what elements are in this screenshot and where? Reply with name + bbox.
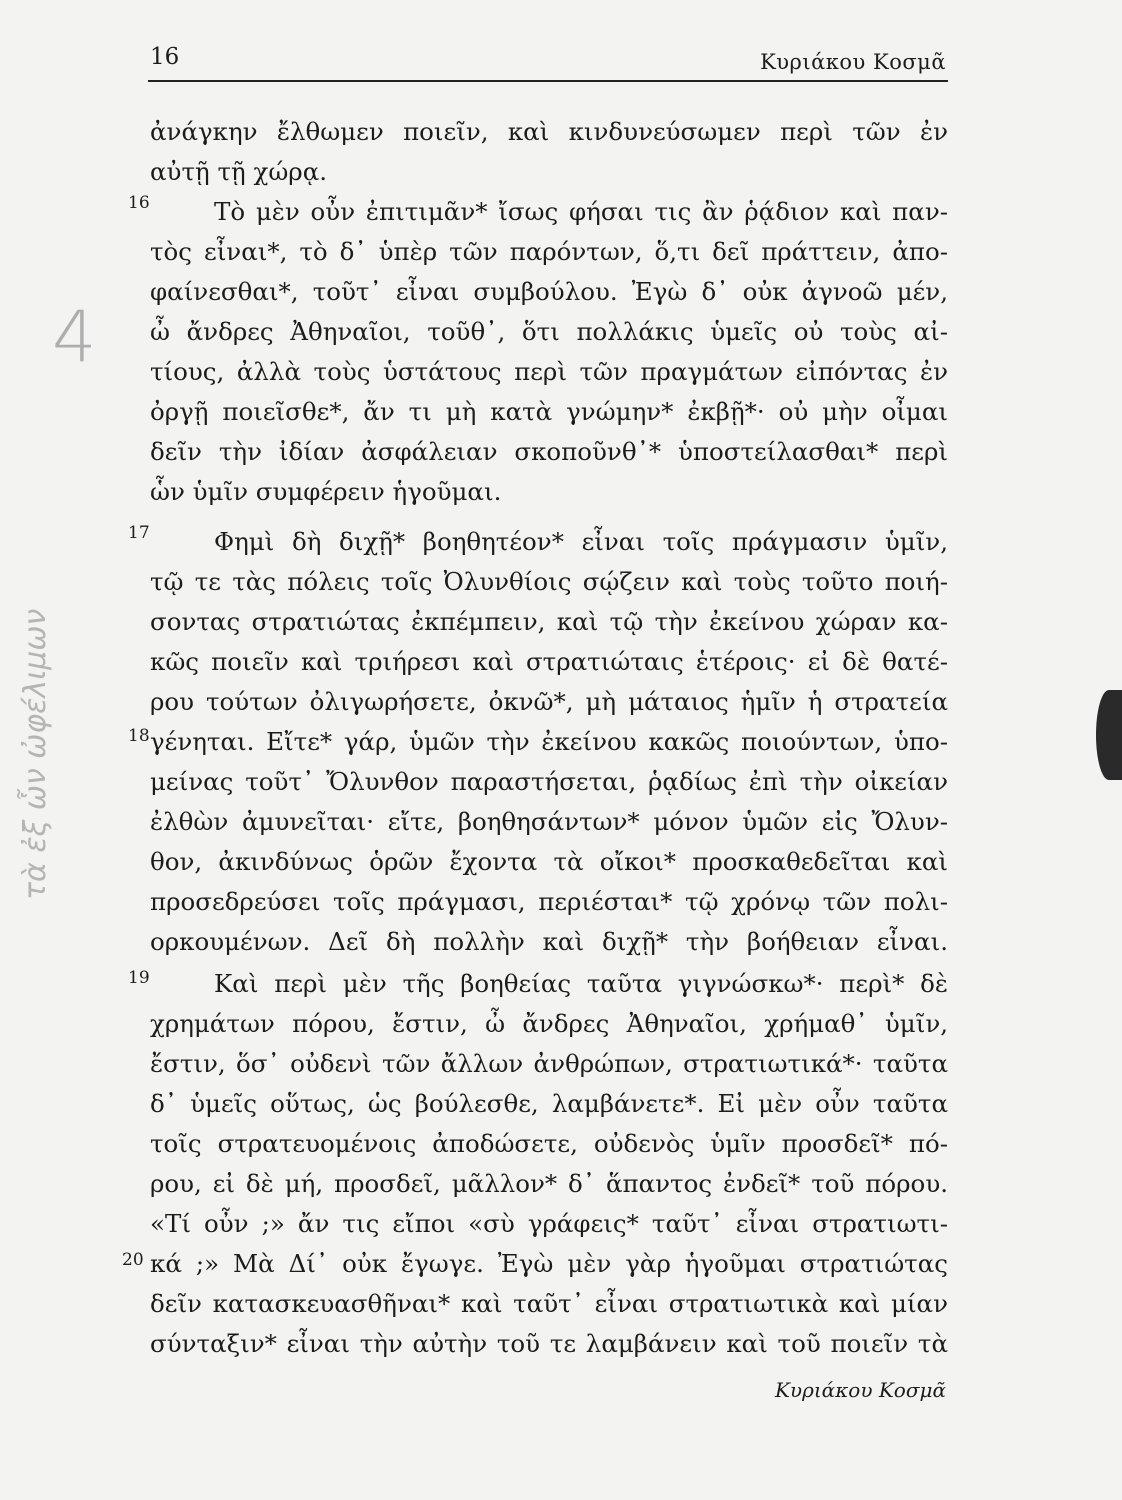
text-line: κῶς ποιεῖν καὶ τριήρεσι καὶ στρατιώταις ἑτέροις· εἰ δὲ θατέ-: [150, 647, 948, 676]
text-line: ὦ ἄνδρες Ἀθηναῖοι, τοῦθ᾽, ὅτι πολλάκις ὑμεῖς οὐ τοὺς αἰ-: [150, 317, 948, 346]
text-line: σοντας στρατιώτας ἐκπέμπειν, καὶ τῷ τὴν ἐκείνου χώραν κα-: [150, 607, 948, 636]
text-line: Τὸ μὲν οὖν ἐπιτιμᾶν* ἴσως φήσαι τις ἂν ῥᾴδιον καὶ παν-: [214, 197, 948, 226]
text-line: ρου τούτων ὀλιγωρήσετε, ὀκνῶ*, μὴ μάταιος ἡμῖν ἡ στρατεία: [150, 687, 948, 716]
text-line: τίους, ἀλλὰ τοὺς ὑστάτους περὶ τῶν πραγμάτων εἰπόντας ἐν: [150, 357, 948, 386]
text-line: Καὶ περὶ μὲν τῆς βοηθείας ταῦτα γιγνώσκω*· περὶ* δὲ: [214, 969, 948, 998]
text-line: ἐλθὼν ἀμυνεῖται· εἴτε, βοηθησάντων* μόνον ὑμῶν εἰς Ὄλυν-: [150, 807, 948, 836]
text-line: θον, ἀκινδύνως ὁρῶν ἔχοντα τὰ οἴκοι* προσκαθεδεῖται καὶ: [150, 847, 948, 876]
text-line: χρημάτων πόρου, ἔστιν, ὦ ἄνδρες Ἀθηναῖοι, χρήμαθ᾽ ὑμῖν,: [150, 1009, 948, 1038]
pencil-mark-number: 4: [52, 296, 97, 378]
text-line: σύνταξιν* εἶναι τὴν αὐτὴν τοῦ τε λαμβάνειν καὶ τοῦ ποιεῖν τὰ: [150, 1329, 948, 1358]
section-number: 17: [128, 523, 150, 543]
text-line: δεῖν τὴν ἰδίαν ἀσφάλειαν σκοποῦνθ᾽* ὑποστείλασθαι* περὶ: [150, 437, 948, 466]
text-line: αὐτῇ τῇ χώρᾳ.: [150, 157, 328, 186]
page-edge-stain: [1096, 690, 1122, 780]
text-line: φαίνεσθαι*, τοῦτ᾽ εἶναι συμβούλου. Ἐγὼ δ᾽ οὐκ ἀγνοῶ μέν,: [150, 277, 948, 306]
text-line: Φημὶ δὴ διχῇ* βοηθητέον* εἶναι τοῖς πράγμασιν ὑμῖν,: [214, 527, 948, 556]
text-line: δεῖν κατασκευασθῆναι* καὶ ταῦτ᾽ εἶναι στρατιωτικὰ καὶ μίαν: [150, 1289, 948, 1318]
text-line: ἔστιν, ὅσ᾽ οὐδενὶ τῶν ἄλλων ἀνθρώπων, στρατιωτικά*· ταῦτα: [150, 1049, 948, 1078]
text-line: τοῖς στρατευομένοις ἀποδώσετε, οὐδενὸς ὑμῖν προσδεῖ* πό-: [150, 1129, 948, 1158]
running-header-author: Κυριάκου Κοσμᾶ: [760, 50, 946, 74]
header-rule: [148, 80, 948, 82]
text-line: μείνας τοῦτ᾽ Ὄλυνθον παραστήσεται, ῥᾳδίως ἐπὶ τὴν οἰκείαν: [150, 767, 948, 796]
text-line: «Τί οὖν ;» ἄν τις εἴποι «σὺ γράφεις* ταῦτ᾽ εἶναι στρατιωτι-: [150, 1209, 948, 1238]
text-line: ορκουμένων. Δεῖ δὴ πολλὴν καὶ διχῇ* τὴν βοήθειαν εἶναι.: [150, 927, 948, 956]
pencil-margin-note: τὰ ἐξ ὧν ὠφέλιμων: [18, 608, 53, 900]
text-line: ὀργῇ ποιεῖσθε*, ἄν τι μὴ κατὰ γνώμην* ἐκβῇ*· οὐ μὴν οἶμαι: [150, 397, 948, 426]
section-number: 20: [122, 1250, 144, 1270]
text-line: τῷ τε τὰς πόλεις τοῖς Ὀλυνθίοις σῴζειν καὶ τοὺς τοῦτο ποιή-: [150, 567, 948, 596]
text-line: τὸς εἶναι*, τὸ δ᾽ ὑπὲρ τῶν παρόντων, ὅ,τι δεῖ πράττειν, ἀπο-: [150, 237, 948, 266]
text-line: κά ;» Μὰ Δί᾽ οὐκ ἔγωγε. Ἐγὼ μὲν γὰρ ἡγοῦμαι στρατιώτας: [150, 1249, 948, 1278]
text-line: προσεδρεύσει τοῖς πράγμασι, περιέσται* τῷ χρόνῳ τῶν πολι-: [150, 887, 948, 916]
text-line: ὧν ὑμῖν συμφέρειν ἡγοῦμαι.: [150, 477, 502, 506]
page-number: 16: [150, 44, 180, 70]
section-number: 19: [128, 968, 150, 988]
text-line: ἀνάγκην ἔλθωμεν ποιεῖν, καὶ κινδυνεύσωμεν περὶ τῶν ἐν: [150, 117, 948, 146]
text-line: γένηται. Εἴτε* γάρ, ὑμῶν τὴν ἐκείνου κακῶς ποιούντων, ὑπο-: [150, 727, 948, 756]
footer-author: Κυριάκου Κοσμᾶ: [774, 1378, 946, 1402]
text-line: δ᾽ ὑμεῖς οὕτως, ὡς βούλεσθε, λαμβάνετε*. Εἰ μὲν οὖν ταῦτα: [150, 1089, 948, 1118]
section-number: 16: [128, 193, 150, 213]
section-number: 18: [128, 726, 150, 746]
text-line: ρου, εἰ δὲ μή, προσδεῖ, μᾶλλον* δ᾽ ἅπαντος ἐνδεῖ* τοῦ πόρου.: [150, 1169, 948, 1198]
